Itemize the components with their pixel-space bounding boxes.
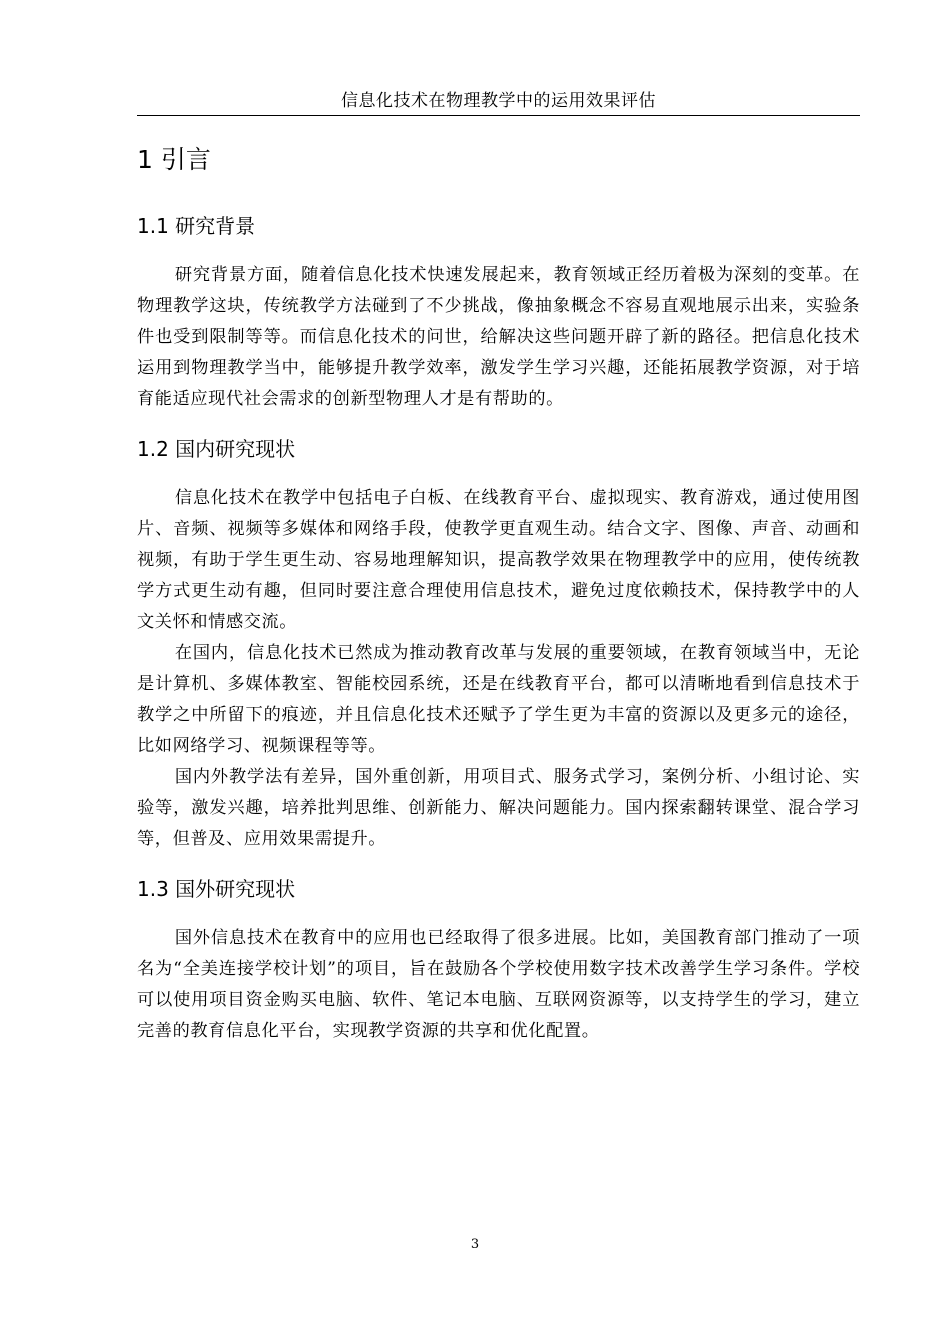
paragraph: 研究背景方面，随着信息化技术快速发展起来，教育领域正经历着极为深刻的变革。在物理教学这块，传统教学方法碰到了不少挑战，像抽象概念不容易直观地展示出来，实验条件也受到限制等等。而信息化技术的问世，给解决这些问题开辟了新的路径。把信息化技术运用到物理教学当中，能够提升教学效率，激发学生学习兴趣，还能拓展教学资源，对于培育能适应现代社会需求的创新型物理人才是有帮助的。 [137,265,860,409]
header-rule [137,115,860,116]
paragraph: 国外信息技术在教育中的应用也已经取得了很多进展。比如，美国教育部门推动了一项名为“全美连接学校计划”的项目，旨在鼓励各个学校使用数字技术改善学生学习条件。学校可以使用项目资金购买电脑、软件、笔记本电脑、互联网资源等，以支持学生的学习，建立完善的教育信息化平台，实现教学资源的共享和优化配置。 [137,928,860,1041]
section-heading: 1.2 国内研究现状 [137,437,296,461]
page-number: 3 [470,1237,480,1252]
section-foreign-research [137,872,860,1047]
running-header: 信息化技术在物理教学中的运用效果评估 [341,91,656,111]
chapter-heading: 1 引言 [137,145,211,174]
paragraph: 信息化技术在教学中包括电子白板、在线教育平台、虚拟现实、教育游戏，通过使用图片、音频、视频等多媒体和网络手段，使教学更直观生动。结合文字、图像、声音、动画和视频，有助于学生更生动、容易地理解知识，提高教学效果在物理教学中的应用，使传统教学方式更生动有趣，但同时要注意合理使用信息技术，避免过度依赖技术，保持教学中的人文关怀和情感交流。 [137,488,860,632]
section-domestic-research [137,432,860,855]
paragraph: 国内外教学法有差异，国外重创新，用项目式、服务式学习，案例分析、小组讨论、实验等，激发兴趣，培养批判思维、创新能力、解决问题能力。国内探索翻转课堂、混合学习等，但普及、应用效果需提升。 [137,767,860,849]
section-heading: 1.3 国外研究现状 [137,877,296,901]
section-heading: 1.1 研究背景 [137,214,256,238]
section-research-background [137,209,860,415]
page-content [137,140,860,1047]
paragraph: 在国内，信息化技术已然成为推动教育改革与发展的重要领域，在教育领域当中，无论是计算机、多媒体教室、智能校园系统，还是在线教育平台，都可以清晰地看到信息技术于教学之中所留下的痕迹，并且信息化技术还赋予了学生更为丰富的资源以及更多元的途径，比如网络学习、视频课程等等。 [137,643,860,756]
